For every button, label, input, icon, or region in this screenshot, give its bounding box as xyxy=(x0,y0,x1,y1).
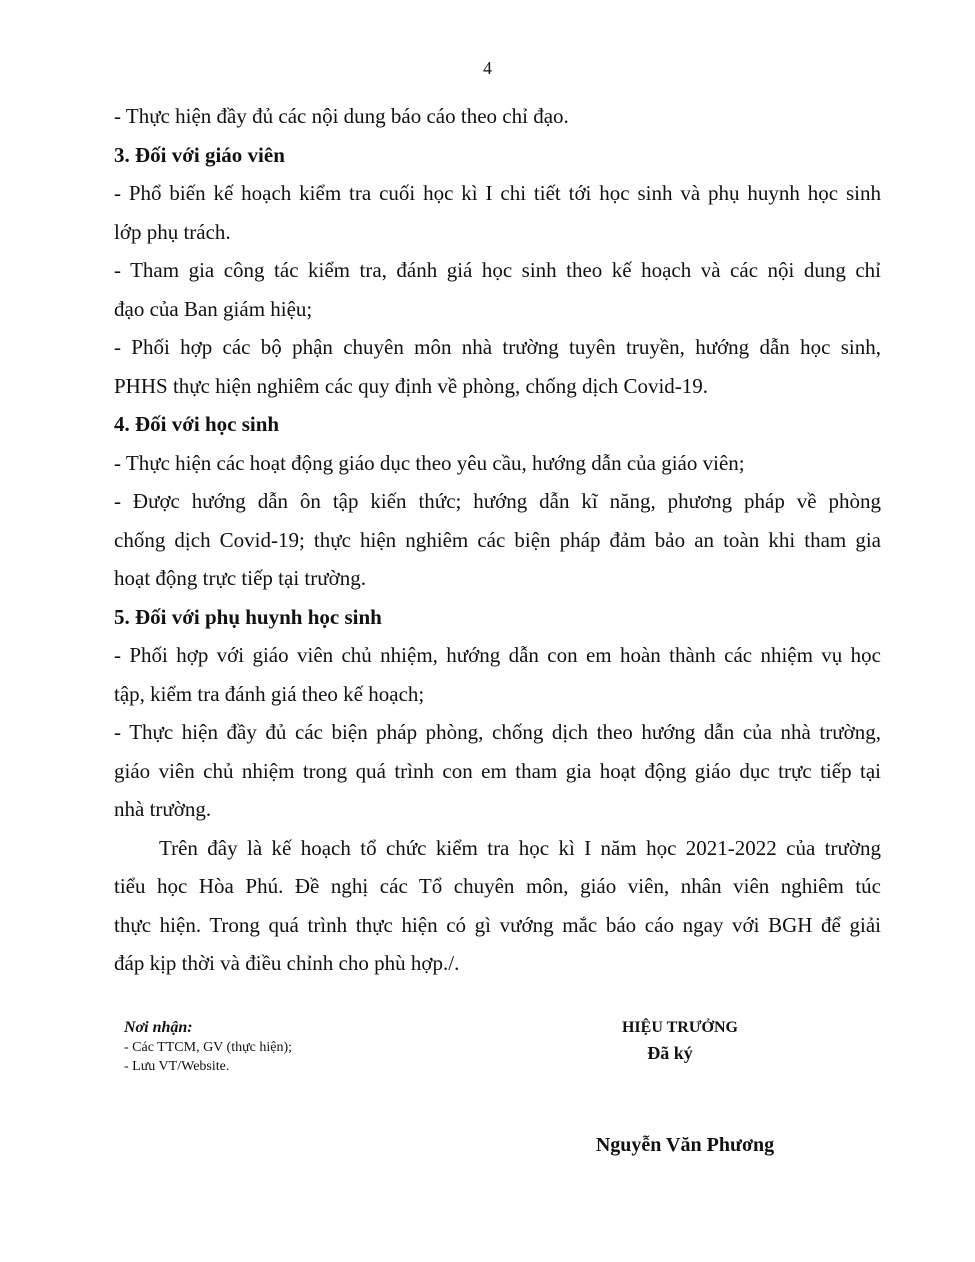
paragraph-line: Trên đây là kế hoạch tổ chức kiểm tra học kì I năm học 2021-2022 của trường xyxy=(159,835,881,860)
paragraph-line: - Phối hợp với giáo viên chủ nhiệm, hướng dẫn con em hoàn thành các nhiệm vụ học xyxy=(114,643,881,667)
signed-note: Đã ký xyxy=(647,1043,693,1063)
recipient-item: - Các TTCM, GV (thực hiện); xyxy=(124,1040,293,1055)
paragraph xyxy=(114,713,881,829)
paragraph-line: PHHS thực hiện nghiêm các quy định về phòng, chống dịch Covid-19. xyxy=(114,373,709,398)
paragraph-line: - Thực hiện đầy đủ các nội dung báo cáo theo chỉ đạo. xyxy=(114,104,569,128)
recipients-block xyxy=(124,1018,292,1076)
paragraph-line: đạo của Ban giám hiệu; xyxy=(114,296,313,321)
recipients-title: Nơi nhận: xyxy=(124,1019,193,1036)
signer-role: HIỆU TRƯỞNG xyxy=(621,1019,738,1036)
paragraph-line: thực hiện. Trong quá trình thực hiện có gì vướng mắc báo cáo ngay với BGH để giải xyxy=(114,912,881,937)
paragraph-line: chống dịch Covid-19; thực hiện nghiêm các biện pháp đảm bảo an toàn khi tham gia xyxy=(114,527,881,552)
signer-name: Nguyễn Văn Phương xyxy=(595,1134,775,1156)
paragraph xyxy=(114,328,881,405)
paragraph-line: tiểu học Hòa Phú. Đề nghị các Tổ chuyên môn, giáo viên, nhân viên nghiêm túc xyxy=(114,874,881,898)
paragraph-line: đáp kịp thời và điều chỉnh cho phù hợp./. xyxy=(114,951,460,975)
paragraph-line: nhà trường. xyxy=(114,797,212,821)
paragraph-line: - Được hướng dẫn ôn tập kiến thức; hướng dẫn kĩ năng, phương pháp về phòng xyxy=(114,489,881,513)
paragraph-line: - Thực hiện các hoạt động giáo dục theo yêu cầu, hướng dẫn của giáo viên; xyxy=(114,450,745,475)
paragraph xyxy=(114,251,881,328)
paragraph xyxy=(114,444,881,483)
paragraph-line: - Phối hợp các bộ phận chuyên môn nhà trường tuyên truyền, hướng dẫn học sinh, xyxy=(114,335,881,359)
paragraph-line: hoạt động trực tiếp tại trường. xyxy=(114,566,366,590)
paragraph-line: lớp phụ trách. xyxy=(114,219,231,244)
section-heading: 3. Đối với giáo viên xyxy=(114,142,285,167)
signature-block xyxy=(560,1018,800,1157)
paragraph-line: - Tham gia công tác kiểm tra, đánh giá học sinh theo kế hoạch và các nội dung chỉ xyxy=(114,258,881,282)
paragraph xyxy=(114,482,881,598)
paragraph-line: - Thực hiện đầy đủ các biện pháp phòng, chống dịch theo hướng dẫn của nhà trường, xyxy=(114,720,881,744)
document-body xyxy=(114,97,881,983)
paragraph xyxy=(114,636,881,713)
page-number: 4 xyxy=(483,58,492,78)
paragraph xyxy=(114,174,881,251)
paragraph xyxy=(114,97,881,136)
paragraph-line: tập, kiểm tra đánh giá theo kế hoạch; xyxy=(114,681,425,706)
paragraph-line: - Phổ biến kế hoạch kiểm tra cuối học kì I chi tiết tới học sinh và phụ huynh học sinh xyxy=(114,181,881,205)
recipient-item: - Lưu VT/Website. xyxy=(124,1059,230,1074)
paragraph-line: giáo viên chủ nhiệm trong quá trình con em tham gia hoạt động giáo dục trực tiếp tại xyxy=(114,758,881,783)
section-heading: 5. Đối với phụ huynh học sinh xyxy=(114,604,382,629)
paragraph xyxy=(114,829,881,983)
section-heading: 4. Đối với học sinh xyxy=(114,412,280,436)
